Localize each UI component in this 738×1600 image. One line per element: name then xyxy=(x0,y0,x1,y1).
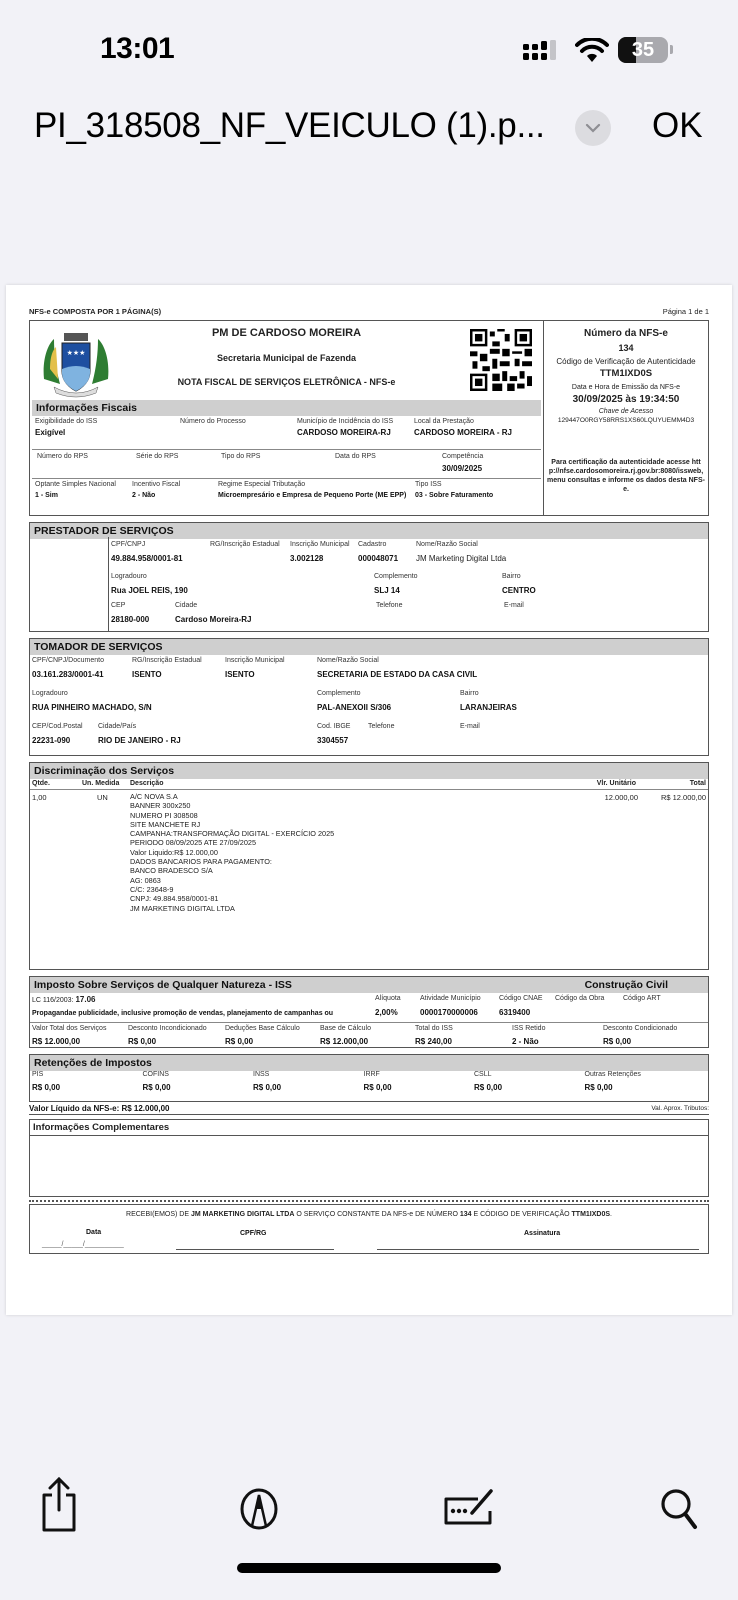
tipo-iss-label: Tipo ISS xyxy=(415,481,442,488)
tomador-doc-label: CPF/CNPJ/Documento xyxy=(32,657,104,664)
tomador-cep: 22231-090 xyxy=(32,736,71,745)
tipo-iss-value: 03 - Sobre Faturamento xyxy=(415,492,494,499)
processo-label: Número do Processo xyxy=(180,418,246,425)
description-line: JM MARKETING DIGITAL LTDA xyxy=(130,903,235,913)
access-key-label: Chave de Acesso xyxy=(598,408,654,415)
prestador-section xyxy=(29,522,709,632)
title-menu-button[interactable] xyxy=(575,110,611,146)
tomador-bairro: LARANJEIRAS xyxy=(460,703,517,712)
document-title[interactable]: PI_318508_NF_VEICULO (1).p... xyxy=(34,106,545,145)
recibo-data-field: _____/_____/__________ xyxy=(42,1241,124,1248)
description-line: A/C NOVA S.A xyxy=(130,792,178,801)
iss-total-label: Deduções Base Cálculo xyxy=(225,1025,300,1032)
certification-note: Para certificação da autenticidade acesse http://nfse.cardosomoreira.rj.gov.br:8080/issweb, menu consultas e informe os dados desta NFS-e. xyxy=(547,459,705,493)
tomador-section xyxy=(29,638,709,756)
wifi-icon xyxy=(575,38,609,64)
col-un: Un. Medida xyxy=(82,780,120,787)
retencoes-title: Retenções de Impostos xyxy=(30,1055,708,1071)
nfse-number: 134 xyxy=(618,343,634,353)
page-indicator: Página 1 de 1 xyxy=(662,307,709,316)
simples-label: Optante Simples Nacional xyxy=(35,481,116,488)
art-label: Código ART xyxy=(623,995,661,1002)
tomador-ibge-label: Cod. IBGE xyxy=(317,723,351,730)
iss-total-label: ISS Retido xyxy=(512,1025,546,1032)
iss-total-value: 2 - Não xyxy=(512,1037,539,1046)
col-desc: Descrição xyxy=(130,780,164,787)
prestador-cad-label: Cadastro xyxy=(358,541,387,548)
obra-label: Código da Obra xyxy=(555,995,605,1002)
tomador-log-label: Logradouro xyxy=(32,690,68,697)
lc-description: Propagandae publicidade, inclusive promoção de vendas, planejamento de campanhas ou xyxy=(32,1010,334,1017)
servicos-title: Discriminação dos Serviços xyxy=(30,763,708,779)
item-total: R$ 12.000,00 xyxy=(660,793,706,802)
nfse-number-label: Número da NFS-e xyxy=(584,328,668,339)
tomador-compl-label: Complemento xyxy=(317,690,361,697)
iss-total-cell xyxy=(512,1025,545,1046)
share-icon[interactable] xyxy=(38,1475,82,1535)
incentivo-value: 2 - Não xyxy=(132,492,156,499)
item-vlr-unitario: 12.000,00 xyxy=(604,793,638,802)
retencao-value: R$ 0,00 xyxy=(474,1083,503,1092)
recibo-assinatura-line xyxy=(377,1249,699,1250)
iss-title: Imposto Sobre Serviços de Qualquer Natureza - ISS xyxy=(34,979,292,991)
tomador-bairro-label: Bairro xyxy=(460,690,479,697)
qr-code[interactable] xyxy=(470,329,532,391)
iss-total-cell xyxy=(225,1025,300,1046)
servicos-section xyxy=(29,762,709,970)
local-label: Local da Prestação xyxy=(414,418,474,425)
iss-total-value: R$ 0,00 xyxy=(603,1037,632,1046)
aliquota-label: Alíquota xyxy=(375,995,401,1002)
search-icon[interactable] xyxy=(660,1487,700,1531)
iss-total-label: Base de Cálculo xyxy=(320,1025,371,1032)
iss-total-value: R$ 0,00 xyxy=(128,1037,157,1046)
battery-level: 35 xyxy=(631,39,655,61)
recibo-text: RECEBI(EMOS) DE JM MARKETING DIGITAL LTDA O SERVIÇO CONSTANTE DA NFS-e DE NÚMERO 134 E CÓDIGO DE VERIFICAÇÃO TTM1IXD0S. xyxy=(126,1211,612,1218)
description-line: SITE MANCHETE RJ xyxy=(130,819,201,829)
tomador-im-label: Inscrição Municipal xyxy=(225,657,285,664)
bottom-toolbar xyxy=(0,1465,738,1545)
rps-tipo-label: Tipo do RPS xyxy=(221,453,261,460)
rps-serie-label: Série do RPS xyxy=(136,453,179,460)
description-line: CNPJ: 49.884.958/0001-81 xyxy=(130,894,219,904)
atividade-value: 0000170000006 xyxy=(420,1008,478,1017)
tomador-cidade: RIO DE JANEIRO - RJ xyxy=(98,736,181,745)
col-vlr-unitario: Vlr. Unitário xyxy=(596,780,636,787)
exigibilidade-value: Exigível xyxy=(35,428,66,437)
tomador-rg-label: RG/Inscrição Estadual xyxy=(132,657,202,664)
description-line: PERIODO 08/09/2025 ATE 27/09/2025 xyxy=(130,838,257,848)
prestador-title: PRESTADOR DE SERVIÇOS xyxy=(30,523,708,539)
description-line: BANNER 300x250 xyxy=(130,801,191,811)
iss-total-value: R$ 240,00 xyxy=(415,1037,452,1046)
pages-note: NFS-e COMPOSTA POR 1 PÁGINA(S) xyxy=(29,307,162,316)
item-description xyxy=(130,792,334,913)
prestador-cnpj: 49.884.958/0001-81 xyxy=(111,554,183,563)
recibo-section xyxy=(29,1204,709,1254)
emission-datetime: 30/09/2025 às 19:34:50 xyxy=(572,394,680,405)
iss-total-value: R$ 0,00 xyxy=(225,1037,254,1046)
prestador-email-label: E-mail xyxy=(504,602,524,609)
description-line: CAMPANHA:TRANSFORMAÇÃO DIGITAL - EXERCÍCIO 2025 xyxy=(130,829,335,839)
tomador-im: ISENTO xyxy=(225,670,255,679)
markup-icon[interactable] xyxy=(240,1487,280,1531)
regime-label: Regime Especial Tributação xyxy=(218,481,306,488)
tomador-cep-label: CEP/Cod.Postal xyxy=(32,723,83,730)
prestador-im-label: Inscrição Municipal xyxy=(290,541,350,548)
retencao-label: PIS xyxy=(32,1071,44,1078)
prestador-cnpj-label: CPF/CNPJ xyxy=(111,541,146,548)
prestador-cep-label: CEP xyxy=(111,602,126,609)
regime-value: Microempresário e Empresa de Pequeno Porte (ME EPP) xyxy=(218,492,407,499)
tomador-title: TOMADOR DE SERVIÇOS xyxy=(30,639,708,655)
complementares-title: Informações Complementares xyxy=(30,1120,708,1136)
simples-value: 1 - Sim xyxy=(35,492,58,499)
atividade-label: Atividade Município xyxy=(420,995,481,1002)
retencao-label: Outras Retenções xyxy=(584,1071,641,1078)
tomador-doc: 03.161.283/0001-41 xyxy=(32,670,104,679)
retencao-label: COFINS xyxy=(142,1071,169,1078)
description-line: NUMERO PI 308508 xyxy=(130,810,198,820)
prestador-cidade-label: Cidade xyxy=(175,602,198,609)
emission-label: Data e Hora de Emissão da NFS-e xyxy=(571,384,681,391)
prestador-rg-label: RG/Inscrição Estadual xyxy=(210,541,280,548)
cellular-signal-icon xyxy=(523,40,559,62)
nfse-id-panel xyxy=(544,321,708,515)
valor-liquido: Valor Líquido da NFS-e: R$ 12.000,00 xyxy=(29,1104,170,1113)
iss-section xyxy=(29,976,709,1048)
prestador-im: 3.002128 xyxy=(290,554,324,563)
municipal-crest-icon xyxy=(40,329,112,399)
header-box xyxy=(29,320,709,516)
lc-code: 17.06 xyxy=(75,995,96,1004)
aliquota-value: 2,00% xyxy=(375,1008,398,1017)
prestador-compl: SLJ 14 xyxy=(374,586,400,595)
col-qtde: Qtde. xyxy=(32,780,50,787)
signature-icon[interactable] xyxy=(442,1487,496,1527)
competencia-label: Competência xyxy=(442,453,484,460)
prestador-log: Rua JOEL REIS, 190 xyxy=(111,586,188,595)
tomador-nome-label: Nome/Razão Social xyxy=(317,657,379,664)
description-line: AG: 0863 xyxy=(130,875,161,885)
description-line: Valor Liquido:R$ 12.000,00 xyxy=(130,847,218,857)
recibo-assinatura-label: Assinatura xyxy=(524,1230,561,1237)
verif-label: Código de Verificação de Autenticidade xyxy=(556,357,696,366)
battery-cap xyxy=(670,45,673,54)
retencao-value: R$ 0,00 xyxy=(584,1083,613,1092)
description-line: BANCO BRADESCO S/A xyxy=(130,866,213,876)
cnae-value: 6319400 xyxy=(499,1008,531,1017)
prestador-bairro-label: Bairro xyxy=(502,573,521,580)
pdf-page[interactable] xyxy=(6,285,732,1315)
iss-total-cell xyxy=(603,1025,677,1046)
iss-total-label: Desconto Incondicionado xyxy=(128,1025,207,1032)
retencao-cell xyxy=(143,1071,171,1092)
tomador-tel-label: Telefone xyxy=(368,723,395,730)
iss-total-cell xyxy=(128,1025,207,1046)
complementares-section xyxy=(29,1119,709,1197)
iss-total-value: R$ 12.000,00 xyxy=(32,1037,81,1046)
tomador-ibge: 3304557 xyxy=(317,736,349,745)
description-line: C/C: 23648-9 xyxy=(130,884,174,894)
item-un: UN xyxy=(97,793,108,802)
retencao-cell xyxy=(32,1071,60,1092)
incentivo-label: Incentivo Fiscal xyxy=(132,481,181,488)
retencao-cell xyxy=(585,1071,641,1092)
local-value: CARDOSO MOREIRA - RJ xyxy=(414,428,512,437)
tomador-rg: ISENTO xyxy=(132,670,162,679)
recibo-data-label: Data xyxy=(86,1229,102,1236)
recibo-cpf-line xyxy=(176,1249,334,1250)
retencao-value: R$ 0,00 xyxy=(142,1083,171,1092)
verif-code: TTM1IXD0S xyxy=(599,368,653,379)
val-aprox-tributos: Val. Aprox. Tributos: xyxy=(651,1105,709,1112)
retencao-cell xyxy=(474,1071,502,1092)
retencao-cell xyxy=(253,1071,281,1092)
iss-total-label: Total do ISS xyxy=(415,1025,453,1032)
prestador-bairro: CENTRO xyxy=(502,586,536,595)
access-key: 129447O0RGY58RRS1XS60LQUYUEMM4D3 xyxy=(557,417,695,424)
iss-total-cell xyxy=(32,1025,106,1046)
doc-type-title: NOTA FISCAL DE SERVIÇOS ELETRÔNICA - NFS-e xyxy=(177,377,396,387)
iss-category: Construção Civil xyxy=(584,979,668,991)
retencao-label: CSLL xyxy=(474,1071,492,1078)
department: Secretaria Municipal de Fazenda xyxy=(216,353,357,363)
battery-indicator xyxy=(618,37,668,63)
fiscal-section-title: Informações Fiscais xyxy=(32,400,541,416)
rps-num-label: Número do RPS xyxy=(37,453,88,460)
prestador-nome: JM Marketing Digital Ltda xyxy=(416,554,507,563)
done-button[interactable]: OK xyxy=(652,106,703,145)
prestador-cep: 28180-000 xyxy=(111,615,150,624)
item-qtde: 1,00 xyxy=(32,793,47,802)
iss-total-value: R$ 12.000,00 xyxy=(320,1037,369,1046)
tomador-cidade-label: Cidade/País xyxy=(98,723,137,730)
municipio-value: CARDOSO MOREIRA-RJ xyxy=(297,428,391,437)
col-total: Total xyxy=(689,780,706,787)
recibo-cpf-label: CPF/RG xyxy=(240,1230,267,1237)
retencao-value: R$ 0,00 xyxy=(253,1083,282,1092)
status-bar xyxy=(0,0,738,100)
chevron-down-icon xyxy=(585,123,601,133)
prestador-cidade: Cardoso Moreira-RJ xyxy=(175,615,252,624)
iss-total-label: Valor Total dos Serviços xyxy=(32,1025,107,1032)
prestador-compl-label: Complemento xyxy=(374,573,418,580)
prestador-cad: 000048071 xyxy=(358,554,399,563)
retencao-label: IRRF xyxy=(363,1071,380,1078)
prestador-tel-label: Telefone xyxy=(376,602,403,609)
retencao-value: R$ 0,00 xyxy=(32,1083,61,1092)
cnae-label: Código CNAE xyxy=(499,995,543,1002)
prestador-log-label: Logradouro xyxy=(111,573,147,580)
clock: 13:01 xyxy=(100,32,175,65)
iss-total-cell xyxy=(415,1025,453,1046)
svg-text:★★★: ★★★ xyxy=(66,350,86,357)
org-name: PM DE CARDOSO MOREIRA xyxy=(211,327,362,339)
retencao-value: R$ 0,00 xyxy=(363,1083,392,1092)
retencoes-section xyxy=(29,1054,709,1102)
iss-total-label: Desconto Condicionado xyxy=(603,1025,678,1032)
tomador-email-label: E-mail xyxy=(460,723,480,730)
iss-total-cell xyxy=(320,1025,371,1046)
tomador-compl: PAL-ANEXOII S/306 xyxy=(317,703,392,712)
prestador-nome-label: Nome/Razão Social xyxy=(416,541,478,548)
description-line: DADOS BANCARIOS PARA PAGAMENTO: xyxy=(130,857,272,867)
retencao-cell xyxy=(364,1071,392,1092)
municipio-label: Município de Incidência do ISS xyxy=(297,418,394,425)
lc-label: LC 116/2003: xyxy=(32,997,74,1004)
tomador-nome: SECRETARIA DE ESTADO DA CASA CIVIL xyxy=(317,670,478,679)
competencia-value: 30/09/2025 xyxy=(442,464,483,473)
nfse-document xyxy=(29,307,709,1254)
rps-data-label: Data do RPS xyxy=(335,453,376,460)
retencao-label: INSS xyxy=(253,1071,270,1078)
exigibilidade-label: Exigibilidade do ISS xyxy=(35,418,98,425)
home-indicator[interactable] xyxy=(237,1563,501,1573)
tomador-log: RUA PINHEIRO MACHADO, S/N xyxy=(32,703,152,712)
